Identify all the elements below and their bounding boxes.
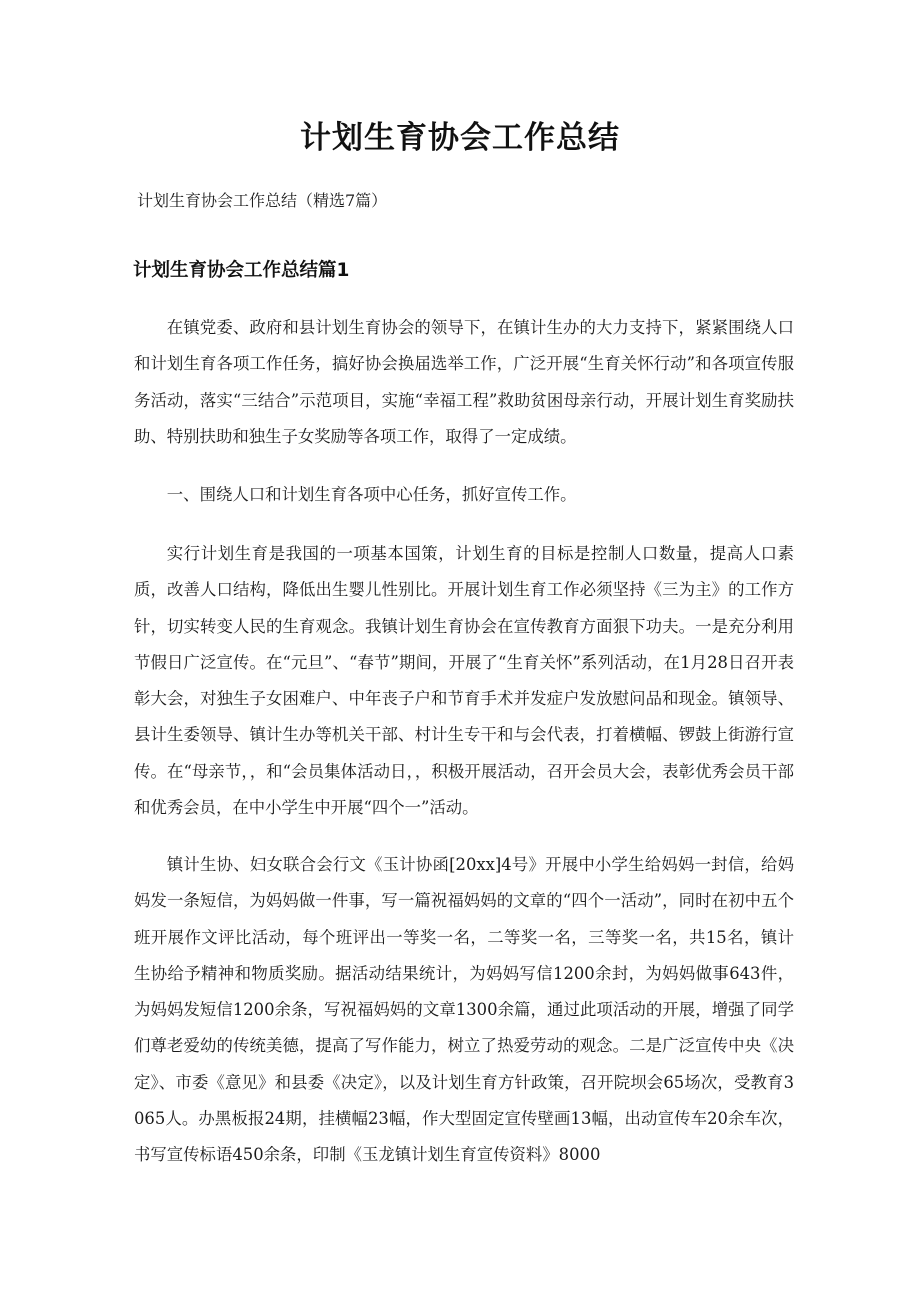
paragraph-activities: 镇计生协、妇女联合会行文《玉计协函[20xx]4号》开展中小学生给妈妈一封信，给妈妈发一条短信，为妈妈做一件事，写一篇祝福妈妈的文章的“四个一活动”，同时在初中五个班开展作文评比活动，每个班评出一等奖一名，二等奖一名，三等奖一名，共15名，镇计生协给予精神和物质奖励。据活动结果统计，为妈妈写信1200余封，为妈妈做事643件，为妈妈发短信1200余条，写祝福妈妈的文章1300余篇，通过此项活动的开展，增强了同学们尊老爱幼的传统美德，提高了写作能力，树立了热爱劳动的观念。二是广泛宣传中央《决定》、市委《意见》和县委《决定》，以及计划生育方针政策，召开院坝会65场次，受教育3065人。办黑板报24期，挂横幅23幅，作大型固定宣传壁画13幅，出动宣传车20余车次，书写宣传标语450余条，印制《玉龙镇计划生育宣传资料》8000 <box>134 855 794 1165</box>
document-title: 计划生育协会工作总结 <box>300 120 620 156</box>
section-heading: 计划生育协会工作总结篇1 <box>133 260 350 281</box>
paragraph-publicity: 实行计划生育是我国的一项基本国策，计划生育的目标是控制人口数量，提高人口素质，改善人口结构，降低出生婴儿性别比。开展计划生育工作必须坚持《三为主》的工作方针，切实转变人民的生育观念。我镇计划生育协会在宣传教育方面狠下功夫。一是充分利用节假日广泛宣传。在“元旦”、“春节”期间，开展了“生育关怀”系列活动，在1月28日召开表彰大会，对独生子女困难户、中年丧子户和节育手术并发症户发放慰问品和现金。镇领导、县计生委领导、镇计生办等机关干部、村计生专干和与会代表，打着横幅、锣鼓上街游行宣传。在“母亲节，，和“会员集体活动日，，积极开展活动，召开会员大会，表彰优秀会员干部和优秀会员，在中小学生中开展“四个一”活动。 <box>134 544 794 818</box>
paragraph-intro: 在镇党委、政府和县计划生育协会的领导下，在镇计生办的大力支持下，紧紧围绕人口和计划生育各项工作任务，搞好协会换届选举工作，广泛开展“生育关怀行动”和各项宣传服务活动，落实“三结合”示范项目，实施“幸福工程”救助贫困母亲行动，开展计划生育奖励扶助、特别扶助和独生子女奖励等各项工作，取得了一定成绩。 <box>134 318 794 446</box>
paragraph-heading-one: 一、围绕人口和计划生育各项中心任务，抓好宣传工作。 <box>166 485 577 504</box>
document-subtitle: 计划生育协会工作总结（精选7篇） <box>137 191 388 210</box>
